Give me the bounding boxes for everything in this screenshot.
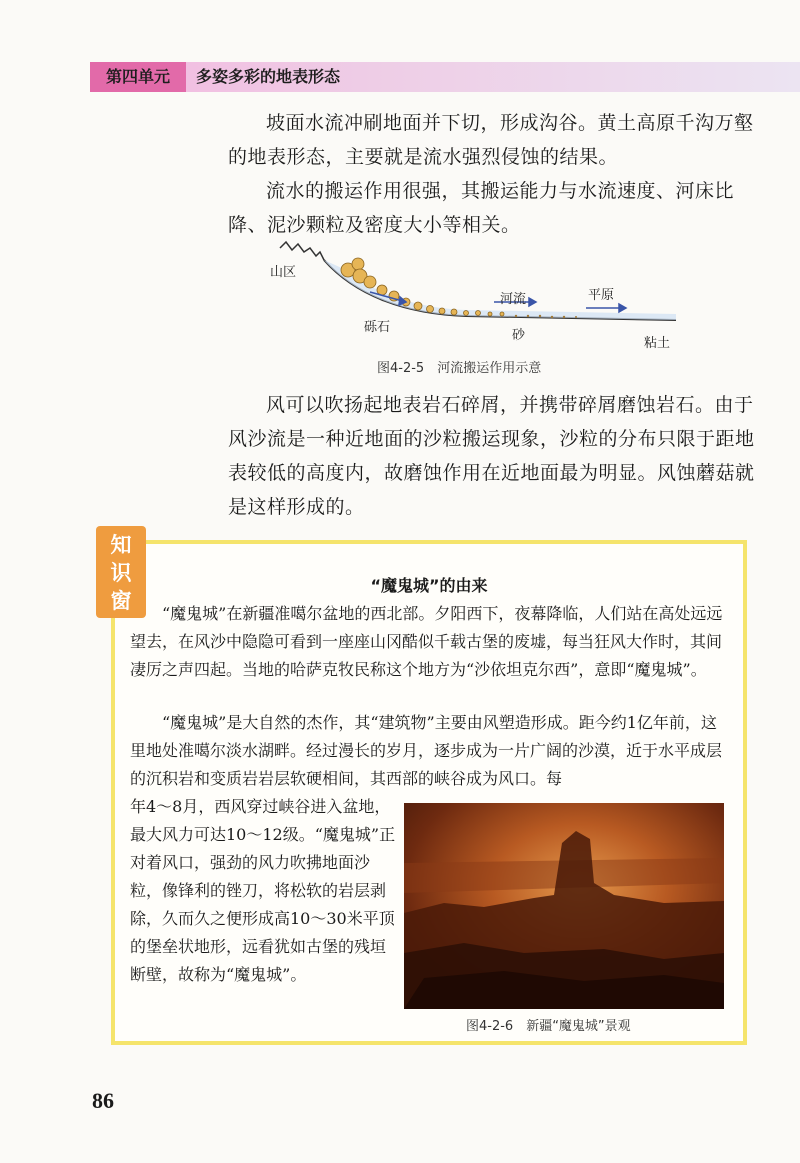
knowledge-paragraph-3: 年4～8月，西风穿过峡谷进入盆地，最大风力可达10～12级。“魔鬼城”正对着风口，强劲的风力吹拂地面沙粒，像锋利的锉刀，将松软的岩层剥除，久而久之便形成高10～30米平顶的堡垒状地形，远看犹如古堡的残垣断壁，故称为“魔鬼城”。 [130, 797, 396, 984]
devil-city-photo [404, 803, 724, 1009]
devil-city-silhouette [404, 803, 724, 1009]
knowledge-tab-text: 知识窗 [110, 533, 132, 613]
label-gravel: 砾石 [364, 320, 391, 335]
knowledge-paragraph-1: “魔鬼城”在新疆准噶尔盆地的西北部。夕阳西下，夜幕降临，人们站在高处远远望去，在风沙中隐隐可看到一座座山冈酷似千载古堡的废墟，每当狂风大作时，其间凄厉之声四起。当地的哈萨克牧民称这个地方为“沙依坦克尔西”，意即“魔鬼城”。 [130, 604, 723, 679]
paragraph-erosion: 坡面水流冲刷地面并下切，形成沟谷。黄土高原千沟万壑的地表形态，主要就是流水强烈侵蚀的结果。 [228, 112, 754, 168]
label-clay: 粘土 [644, 336, 671, 351]
unit-label: 第四单元 [90, 62, 186, 92]
unit-title: 多姿多彩的地表形态 [196, 67, 341, 86]
river-transport-svg [266, 236, 686, 336]
label-sand: 砂 [512, 328, 526, 343]
label-plain: 平原 [588, 288, 615, 303]
figure-caption-4-2-5: 图4-2-5 河流搬运作用示意 [377, 361, 542, 376]
label-mountain: 山区 [270, 265, 297, 280]
paragraph-transport: 流水的搬运作用很强，其搬运能力与水流速度、河床比降、泥沙颗粒及密度大小等相关。 [228, 180, 735, 236]
paragraph-wind-erosion: 风可以吹扬起地表岩石碎屑，并携带碎屑磨蚀岩石。由于风沙流是一种近地面的沙粒搬运现象，沙粒的分布只限于距地表较低的高度内，故磨蚀作用在近地面最为明显。风蚀蘑菇就是这样形成的。 [228, 394, 755, 518]
river-transport-diagram [266, 236, 686, 356]
knowledge-title: “魔鬼城”的由来 [370, 576, 488, 595]
label-river: 河流 [500, 292, 527, 307]
page-number: 86 [92, 1088, 114, 1113]
figure-caption-4-2-6: 图4-2-6 新疆“魔鬼城”景观 [466, 1019, 631, 1034]
knowledge-paragraph-2: “魔鬼城”是大自然的杰作，其“建筑物”主要由风塑造形成。距今约1亿年前，这里地处准噶尔淡水湖畔。经过漫长的岁月，逐步成为一片广阔的沙漠，近于水平成层的沉积岩和变质岩岩层软硬相间，其西部的峡谷成为风口。每 [130, 713, 723, 788]
mountain-outline [280, 242, 324, 260]
